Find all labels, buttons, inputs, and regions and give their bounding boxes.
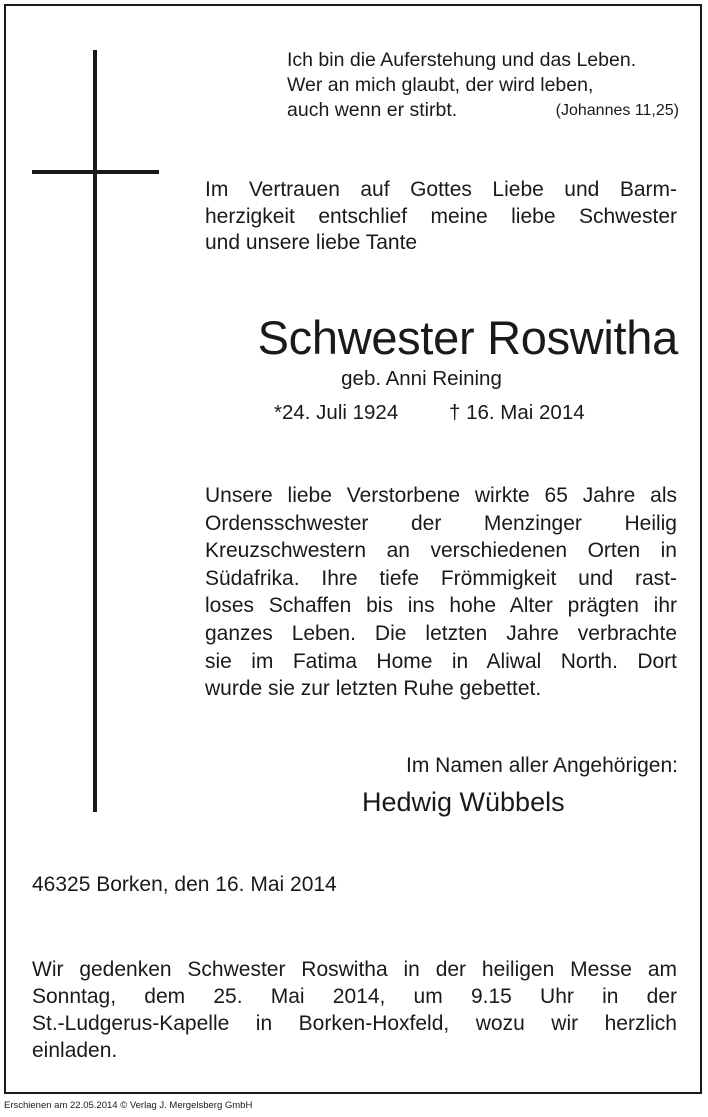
bio-line: wurde sie zur letzten Ruhe gebettet.	[205, 677, 542, 701]
mass-line: St.-Ludgerus-Kapelle in Borken-Hoxfeld, wozu wir herzlich	[32, 1012, 677, 1035]
bio-line: loses Schaffen bis ins hohe Alter prägten ihr	[205, 594, 677, 618]
family-signature: Hedwig Wübbels	[362, 787, 565, 817]
mass-line: Sonntag, dem 25. Mai 2014, um 9.15 Uhr in der	[32, 985, 677, 1008]
verse-reference: (Johannes 11,25)	[555, 102, 679, 119]
bio-line: Ordensschwester der Menzinger Heilig	[205, 511, 677, 535]
mass-line: einladen.	[32, 1039, 118, 1062]
place-date: 46325 Borken, den 16. Mai 2014	[32, 873, 337, 896]
verse-line: Ich bin die Auferstehung und das Leben.	[287, 49, 637, 71]
intro-text	[205, 177, 677, 257]
intro-line: und unsere liebe Tante	[205, 231, 418, 254]
verse-line: Wer an mich glaubt, der wird leben,	[287, 74, 594, 96]
intro-line: Im Vertrauen auf Gottes Liebe und Barm-	[205, 178, 677, 201]
verse-line-text: auch wenn er stirbt.	[287, 99, 458, 121]
bio-line: sie im Fatima Home in Aliwal North. Dort	[205, 649, 677, 673]
birth-name: geb. Anni Reining	[341, 367, 502, 390]
bio-line: ganzes Leben. Die letzten Jahre verbrachte	[205, 621, 677, 645]
family-label: Im Namen aller Angehörigen:	[406, 754, 678, 777]
verse-line	[287, 98, 679, 123]
mass-invitation	[32, 956, 677, 1064]
publication-footer: Erschienen am 22.05.2014 © Verlag J. Mergelsberg GmbH	[4, 1100, 253, 1111]
bio-line: Südafrika. Ihre tiefe Frömmigkeit und rast-	[205, 566, 677, 590]
biography	[205, 482, 677, 703]
death-date: † 16. Mai 2014	[449, 401, 585, 424]
cross-horizontal-bar	[32, 170, 159, 174]
cross-vertical-bar	[93, 50, 97, 812]
bible-verse	[287, 48, 679, 123]
birth-date: *24. Juli 1924	[274, 401, 399, 424]
mass-line: Wir gedenken Schwester Roswitha in der heiligen Messe am	[32, 958, 677, 981]
deceased-name: Schwester Roswitha	[257, 311, 678, 364]
intro-line: herzigkeit entschlief meine liebe Schwester	[205, 204, 677, 228]
bio-line: Kreuzschwestern an verschiedenen Orten in	[205, 539, 677, 563]
bio-line: Unsere liebe Verstorbene wirkte 65 Jahre als	[205, 484, 677, 507]
